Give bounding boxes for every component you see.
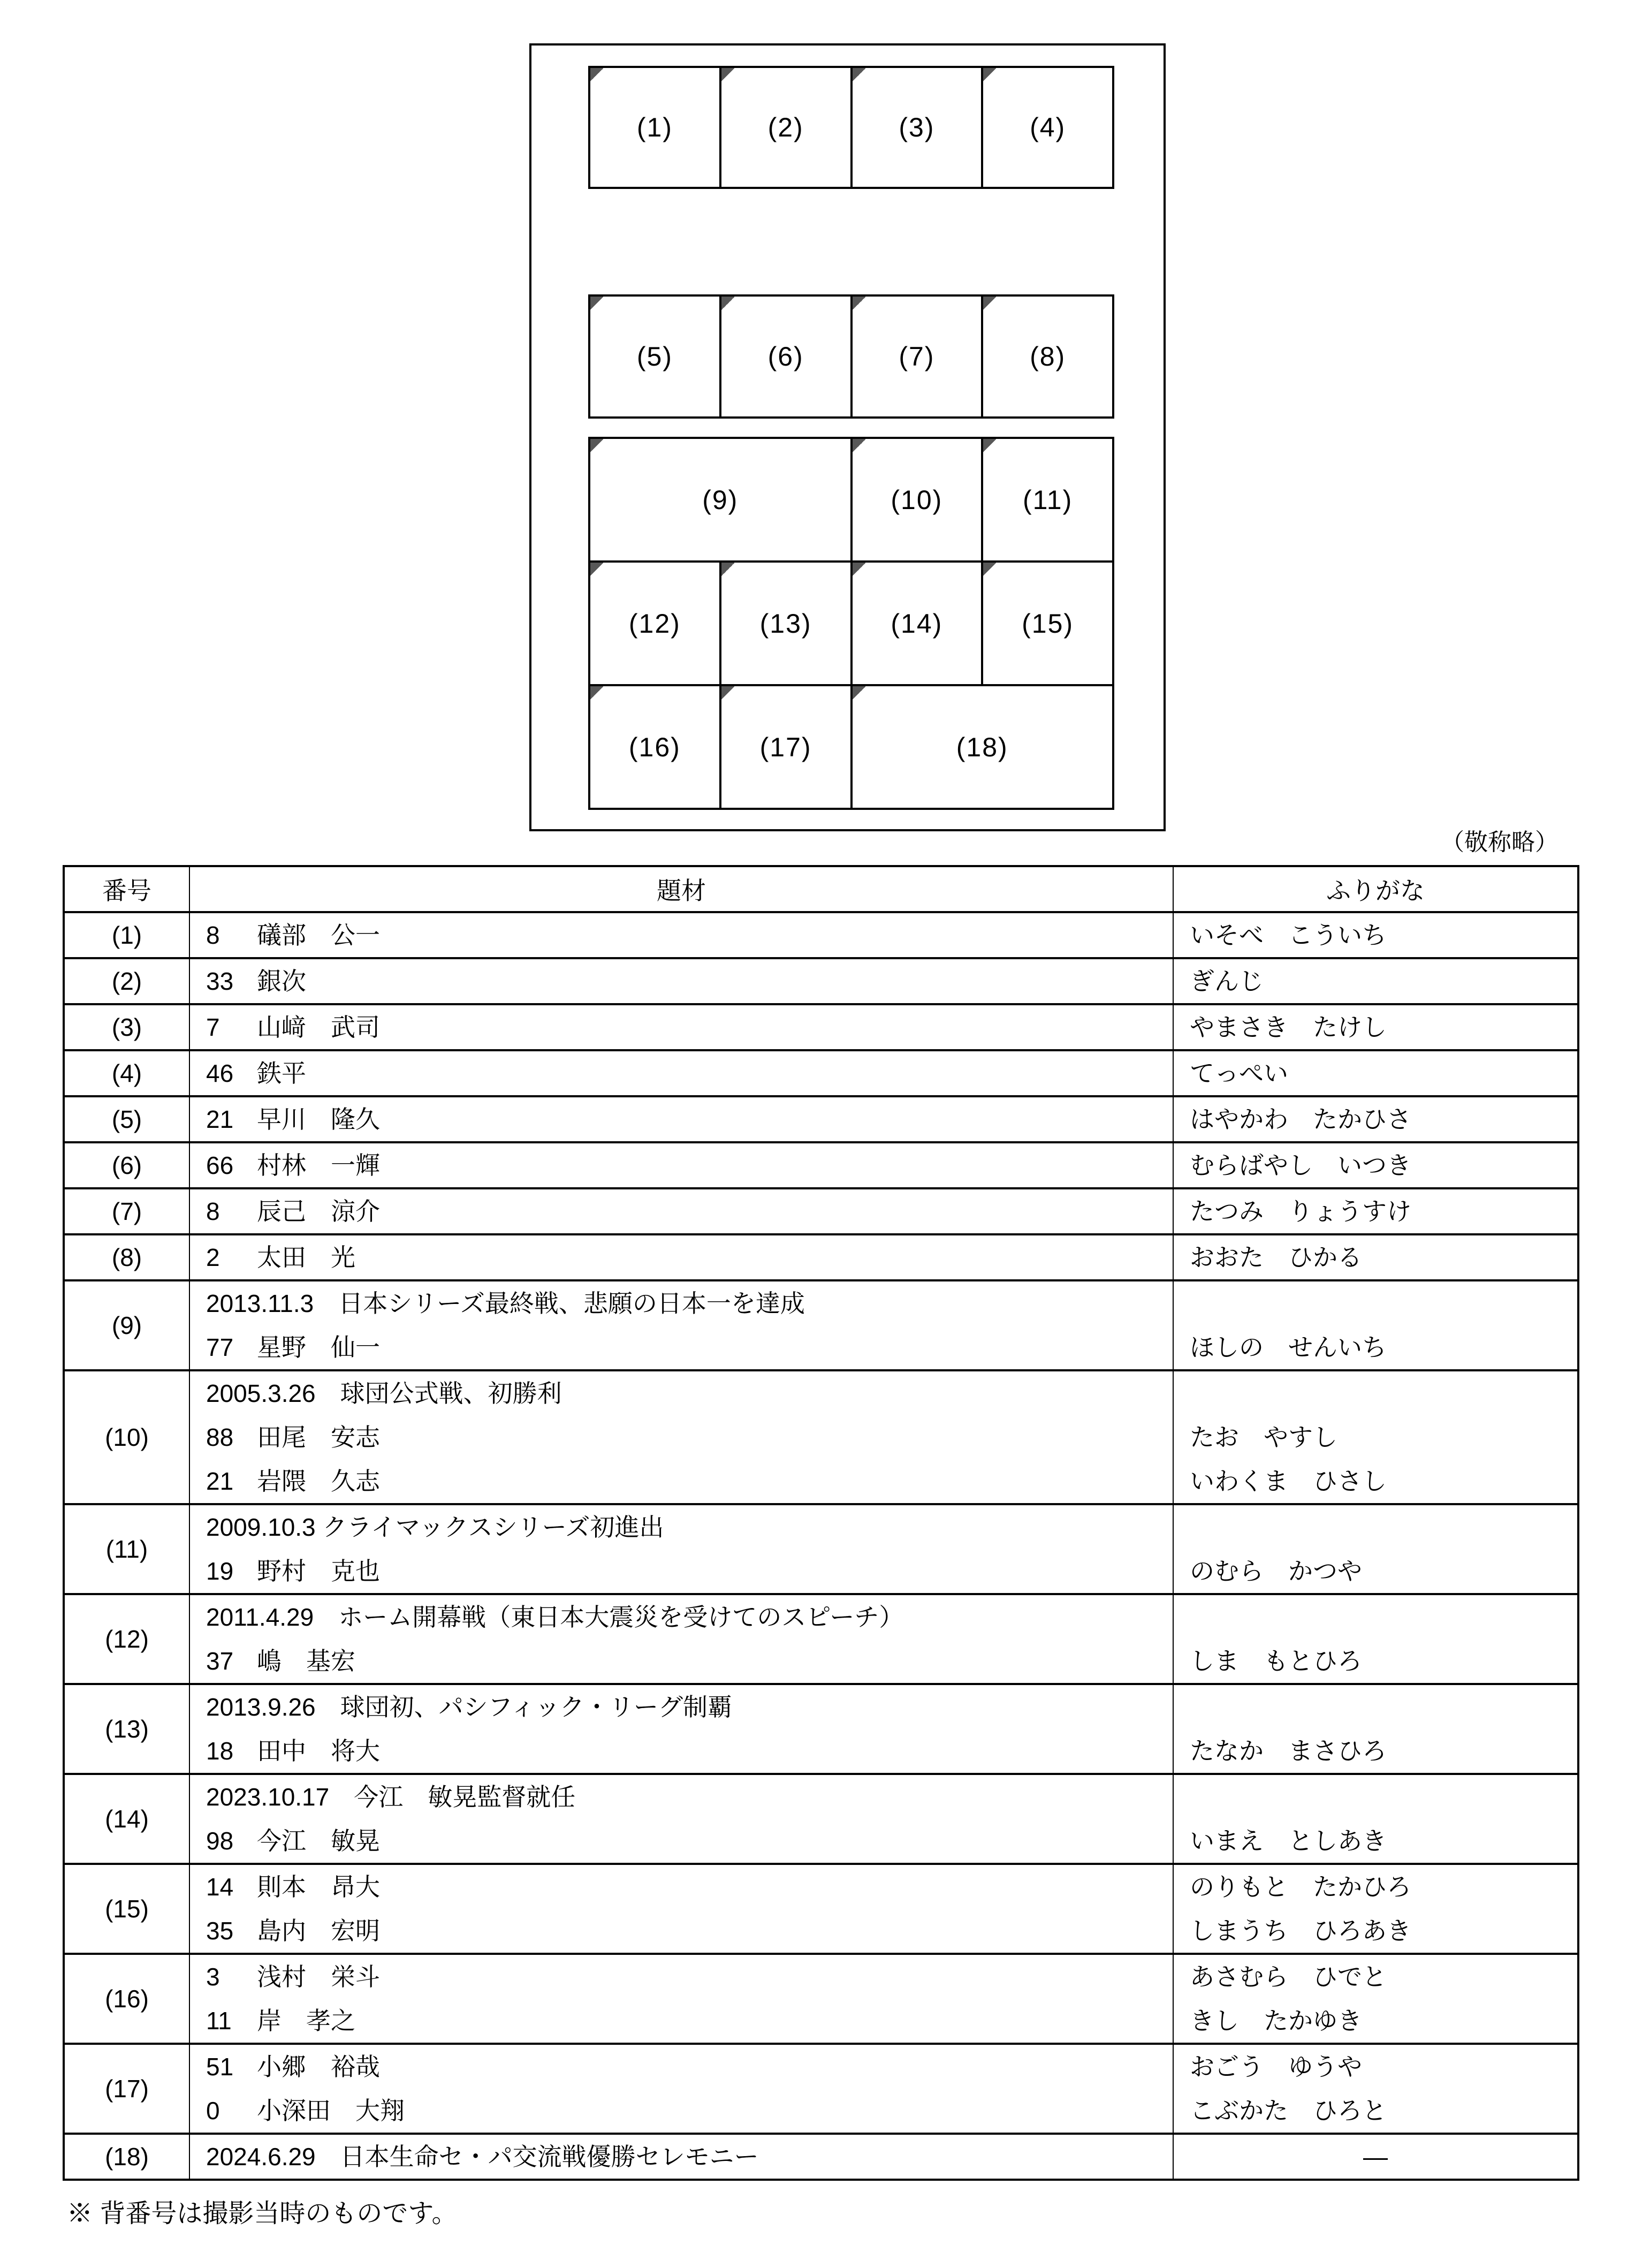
furigana-line: ぎんじ xyxy=(1190,967,1264,995)
furigana-line xyxy=(1174,1775,1577,1819)
furigana-line: いまえ としあき xyxy=(1190,1827,1387,1855)
subject-cell xyxy=(189,1050,1173,1096)
table-row xyxy=(64,1594,1578,1684)
table-row xyxy=(64,1234,1578,1280)
subject-line xyxy=(206,2089,1173,2133)
player-name: 則本 昂大 xyxy=(257,1873,380,1901)
row-number-cell: (5) xyxy=(64,1096,189,1142)
folded-corner-icon xyxy=(853,686,865,700)
furigana-line: のむら かつや xyxy=(1190,1557,1362,1585)
photo-placeholder-3 xyxy=(853,68,982,187)
photo-placeholder-2 xyxy=(721,68,850,187)
player-name: 早川 隆久 xyxy=(257,1105,380,1133)
photo-box-label: (10) xyxy=(891,484,943,515)
subject-line xyxy=(206,1235,1173,1279)
photo-box-label: (1) xyxy=(636,112,673,142)
header-subject: 題材 xyxy=(189,866,1173,912)
subject-cell xyxy=(189,1142,1173,1188)
subject-cell xyxy=(189,1188,1173,1234)
furigana-line xyxy=(1174,1505,1577,1549)
folded-corner-icon xyxy=(983,563,996,577)
photo-box-label: (15) xyxy=(1022,608,1074,639)
row-number-cell: (2) xyxy=(64,958,189,1004)
folded-corner-icon xyxy=(590,563,603,577)
table-row xyxy=(64,2044,1578,2134)
furigana-line: あさむら ひでと xyxy=(1190,1963,1387,1991)
folded-corner-icon xyxy=(853,439,865,453)
photo-placeholder-18 xyxy=(853,686,1113,808)
folded-corner-icon xyxy=(590,297,603,310)
player-number: 8 xyxy=(206,921,220,949)
photo-placeholder-14 xyxy=(853,563,982,684)
photo-box-label: (12) xyxy=(628,608,681,639)
photo-placeholder-17 xyxy=(721,686,850,808)
player-name: 田尾 安志 xyxy=(257,1423,380,1451)
folded-corner-icon xyxy=(721,563,734,577)
player-number: 8 xyxy=(206,1197,220,1225)
folded-corner-icon xyxy=(721,297,734,310)
row-number-cell: (18) xyxy=(64,2134,189,2180)
photo-box-label: (13) xyxy=(759,608,812,639)
photo-box-label: (5) xyxy=(636,342,673,371)
player-name: 銀次 xyxy=(257,967,306,995)
subject-line xyxy=(206,1865,1173,1909)
player-name: 村林 一輝 xyxy=(257,1151,380,1179)
player-name: 山﨑 武司 xyxy=(257,1013,380,1041)
photo-box-label: (8) xyxy=(1030,342,1066,371)
event-text: 2013.9.26 球団初、パシフィック・リーグ制覇 xyxy=(206,1693,732,1721)
event-text: 2005.3.26 球団公式戦、初勝利 xyxy=(206,1379,562,1407)
event-text: 2024.6.29 日本生命セ・パ交流戦優勝セレモニー xyxy=(206,2143,759,2171)
furigana-line: ほしの せんいち xyxy=(1190,1333,1387,1361)
table-row xyxy=(64,912,1578,958)
furigana-cell xyxy=(1173,1864,1578,1954)
photo-placeholder-9 xyxy=(590,439,850,560)
player-number: 19 xyxy=(206,1557,234,1585)
row-number-cell: (14) xyxy=(64,1774,189,1864)
subject-cell xyxy=(189,1954,1173,2044)
player-number: 77 xyxy=(206,1333,234,1361)
furigana-line: ― xyxy=(1363,2143,1388,2171)
subject-line xyxy=(206,1415,1173,1459)
furigana-line: たつみ りょうすけ xyxy=(1190,1197,1411,1225)
subject-line xyxy=(206,2045,1173,2089)
folded-corner-icon xyxy=(853,297,865,310)
event-text: 2011.4.29 ホーム開幕戦（東日本大震災を受けてのスピーチ） xyxy=(206,1603,904,1631)
player-number: 21 xyxy=(206,1105,234,1133)
photo-placeholder-6 xyxy=(721,297,850,416)
table-row xyxy=(64,1004,1578,1050)
subject-cell xyxy=(189,1096,1173,1142)
furigana-line: おごう ゆうや xyxy=(1190,2053,1362,2081)
player-name: 鉄平 xyxy=(257,1059,306,1087)
player-name: 今江 敏晃 xyxy=(257,1827,380,1855)
photo-box-label: (14) xyxy=(891,608,943,639)
photo-box-label: (6) xyxy=(767,342,804,371)
subject-line xyxy=(206,1097,1173,1141)
table-row xyxy=(64,1954,1578,2044)
photo-placeholder-1 xyxy=(590,68,719,187)
player-number: 51 xyxy=(206,2053,234,2081)
player-number: 33 xyxy=(206,967,234,995)
row-number-cell: (6) xyxy=(64,1142,189,1188)
player-number: 7 xyxy=(206,1013,220,1041)
furigana-cell xyxy=(1173,1774,1578,1864)
photo-placeholder-4 xyxy=(983,68,1112,187)
subject-cell xyxy=(189,1234,1173,1280)
photo-box-label: (11) xyxy=(1023,484,1073,515)
row-number-cell: (11) xyxy=(64,1504,189,1594)
furigana-cell xyxy=(1173,1050,1578,1096)
table-row xyxy=(64,1188,1578,1234)
subject-line xyxy=(206,1051,1173,1095)
subject-line xyxy=(206,1325,1173,1369)
photo-placeholder-11 xyxy=(983,439,1112,560)
subject-cell xyxy=(189,912,1173,958)
subject-cell xyxy=(189,1774,1173,1864)
subject-line xyxy=(206,1371,1173,1415)
player-number: 88 xyxy=(206,1423,234,1451)
table-row xyxy=(64,1280,1578,1370)
furigana-cell xyxy=(1173,912,1578,958)
player-name: 礒部 公一 xyxy=(257,921,380,949)
furigana-line: たなか まさひろ xyxy=(1190,1737,1387,1765)
subject-line xyxy=(206,959,1173,1003)
subject-line xyxy=(206,2135,1173,2179)
subject-line xyxy=(206,1143,1173,1187)
subject-cell xyxy=(189,1280,1173,1370)
folded-corner-icon xyxy=(983,439,996,453)
player-name: 岩隈 久志 xyxy=(257,1467,380,1495)
photo-grid-row-2 xyxy=(588,294,1114,419)
player-name: 嶋 基宏 xyxy=(257,1647,355,1675)
furigana-cell xyxy=(1173,1684,1578,1774)
player-number: 98 xyxy=(206,1827,234,1855)
table-row xyxy=(64,1864,1578,1954)
table-row xyxy=(64,1370,1578,1504)
table-row xyxy=(64,1050,1578,1096)
subject-cell xyxy=(189,1864,1173,1954)
player-number: 21 xyxy=(206,1467,234,1495)
furigana-cell xyxy=(1173,1004,1578,1050)
row-number-cell: (3) xyxy=(64,1004,189,1050)
player-number: 66 xyxy=(206,1151,234,1179)
row-number-cell: (9) xyxy=(64,1280,189,1370)
subject-cell xyxy=(189,2134,1173,2180)
photo-box-label: (3) xyxy=(899,112,935,142)
furigana-cell xyxy=(1173,2134,1578,2180)
subject-line xyxy=(206,1639,1173,1683)
furigana-line: たお やすし xyxy=(1190,1423,1337,1451)
furigana-cell xyxy=(1173,1234,1578,1280)
photo-placeholder-15 xyxy=(983,563,1112,684)
player-number: 14 xyxy=(206,1873,234,1901)
table-row xyxy=(64,1504,1578,1594)
courtesy-note: （敬称略） xyxy=(1441,829,1558,855)
folded-corner-icon xyxy=(590,686,603,700)
furigana-line xyxy=(1174,1371,1577,1415)
row-number-cell: (10) xyxy=(64,1370,189,1504)
row-number-cell: (4) xyxy=(64,1050,189,1096)
event-text: 2013.11.3 日本シリーズ最終戦、悲願の日本一を達成 xyxy=(206,1290,805,1317)
player-name: 浅村 栄斗 xyxy=(257,1963,380,1991)
event-text: 2009.10.3 クライマックスシリーズ初進出 xyxy=(206,1513,664,1541)
photo-placeholder-16 xyxy=(590,686,719,808)
photo-grid-rows-3-5 xyxy=(588,437,1114,810)
player-number: 35 xyxy=(206,1917,234,1945)
photo-box-label: (9) xyxy=(702,484,739,515)
furigana-line: のりもと たかひろ xyxy=(1190,1873,1411,1901)
furigana-line: てっぺい xyxy=(1190,1059,1288,1087)
subject-line xyxy=(206,1281,1173,1325)
furigana-cell xyxy=(1173,1142,1578,1188)
row-number-cell: (7) xyxy=(64,1188,189,1234)
furigana-line: やまさき たけし xyxy=(1190,1013,1387,1041)
photo-placeholder-12 xyxy=(590,563,719,684)
subject-cell xyxy=(189,1684,1173,1774)
furigana-cell xyxy=(1173,1594,1578,1684)
photo-box-label: (17) xyxy=(759,732,812,762)
furigana-line: はやかわ たかひさ xyxy=(1190,1105,1411,1133)
furigana-line: いわくま ひさし xyxy=(1190,1467,1387,1495)
subject-line xyxy=(206,1549,1173,1593)
folded-corner-icon xyxy=(853,563,865,577)
row-number-cell: (12) xyxy=(64,1594,189,1684)
player-number: 37 xyxy=(206,1647,234,1675)
subject-cell xyxy=(189,1004,1173,1050)
furigana-line xyxy=(1174,1685,1577,1729)
player-number: 3 xyxy=(206,1963,220,1991)
player-number: 11 xyxy=(206,2007,232,2035)
row-number-cell: (17) xyxy=(64,2044,189,2134)
folded-corner-icon xyxy=(983,68,996,82)
furigana-line: いそべ こういち xyxy=(1190,921,1387,949)
subject-cell xyxy=(189,1594,1173,1684)
subject-line xyxy=(206,1819,1173,1863)
photo-placeholder-8 xyxy=(983,297,1112,416)
furigana-line xyxy=(1174,1281,1577,1325)
player-name: 辰己 涼介 xyxy=(257,1197,380,1225)
subject-line xyxy=(206,1005,1173,1049)
photo-box-label: (18) xyxy=(956,732,1008,762)
player-name: 野村 克也 xyxy=(257,1557,380,1585)
folded-corner-icon xyxy=(590,68,603,82)
row-number-cell: (13) xyxy=(64,1684,189,1774)
table-header-row xyxy=(64,866,1578,912)
photo-placeholder-5 xyxy=(590,297,719,416)
player-name: 太田 光 xyxy=(257,1243,355,1271)
subject-line xyxy=(206,1189,1173,1233)
furigana-line: しまうち ひろあき xyxy=(1190,1917,1411,1945)
subject-line xyxy=(206,1909,1173,1953)
player-number: 46 xyxy=(206,1059,234,1087)
folded-corner-icon xyxy=(721,686,734,700)
row-number-cell: (8) xyxy=(64,1234,189,1280)
event-text: 2023.10.17 今江 敏晃監督就任 xyxy=(206,1783,576,1811)
photo-box-label: (2) xyxy=(767,112,804,142)
subject-line xyxy=(206,1955,1173,1999)
subject-cell xyxy=(189,958,1173,1004)
table-row xyxy=(64,1142,1578,1188)
furigana-line: しま もとひろ xyxy=(1190,1647,1362,1675)
furigana-line: むらばやし いつき xyxy=(1190,1151,1411,1179)
header-number: 番号 xyxy=(64,866,189,912)
folded-corner-icon xyxy=(721,68,734,82)
subject-line xyxy=(206,1729,1173,1773)
table-row xyxy=(64,1774,1578,1864)
photo-layout-diagram xyxy=(529,43,1166,831)
photo-placeholder-10 xyxy=(853,439,982,560)
furigana-cell xyxy=(1173,1096,1578,1142)
subject-cell xyxy=(189,1370,1173,1504)
furigana-line: おおた ひかる xyxy=(1190,1243,1362,1271)
table-row xyxy=(64,1684,1578,1774)
subject-line xyxy=(206,1595,1173,1639)
photo-placeholder-7 xyxy=(853,297,982,416)
photo-box-label: (4) xyxy=(1030,112,1066,142)
furigana-cell xyxy=(1173,1370,1578,1504)
table-row xyxy=(64,1096,1578,1142)
folded-corner-icon xyxy=(590,439,603,453)
subject-line xyxy=(206,1775,1173,1819)
photo-grid-row-1 xyxy=(588,66,1114,189)
folded-corner-icon xyxy=(853,68,865,82)
row-number-cell: (16) xyxy=(64,1954,189,2044)
subject-cell xyxy=(189,2044,1173,2134)
furigana-cell xyxy=(1173,2044,1578,2134)
table-row xyxy=(64,2134,1578,2180)
subject-table xyxy=(63,865,1579,2181)
player-name: 星野 仙一 xyxy=(257,1333,380,1361)
row-number-cell: (15) xyxy=(64,1864,189,1954)
furigana-cell xyxy=(1173,1188,1578,1234)
player-name: 小深田 大翔 xyxy=(257,2097,405,2125)
row-number-cell: (1) xyxy=(64,912,189,958)
subject-line xyxy=(206,1685,1173,1729)
subject-line xyxy=(206,1505,1173,1549)
furigana-line: きし たかゆき xyxy=(1190,2007,1362,2035)
furigana-line: こぶかた ひろと xyxy=(1190,2097,1387,2125)
player-name: 小郷 裕哉 xyxy=(257,2053,380,2081)
subject-cell xyxy=(189,1504,1173,1594)
header-furigana: ふりがな xyxy=(1173,866,1578,912)
photo-placeholder-13 xyxy=(721,563,850,684)
subject-line xyxy=(206,1999,1173,2043)
furigana-line xyxy=(1174,1595,1577,1639)
player-name: 田中 将大 xyxy=(257,1737,380,1765)
subject-line xyxy=(206,1459,1173,1503)
player-number: 2 xyxy=(206,1243,220,1271)
folded-corner-icon xyxy=(983,297,996,310)
player-number: 18 xyxy=(206,1737,234,1765)
photo-box-label: (16) xyxy=(628,732,681,762)
subject-line xyxy=(206,913,1173,957)
furigana-cell xyxy=(1173,1954,1578,2044)
furigana-cell xyxy=(1173,1280,1578,1370)
player-name: 島内 宏明 xyxy=(257,1917,380,1945)
furigana-cell xyxy=(1173,958,1578,1004)
player-name: 岸 孝之 xyxy=(257,2007,355,2035)
furigana-cell xyxy=(1173,1504,1578,1594)
photo-box-label: (7) xyxy=(899,342,935,371)
table-row xyxy=(64,958,1578,1004)
player-number: 0 xyxy=(206,2097,220,2125)
footer-note: ※ 背番号は撮影当時のものです。 xyxy=(67,2199,458,2228)
